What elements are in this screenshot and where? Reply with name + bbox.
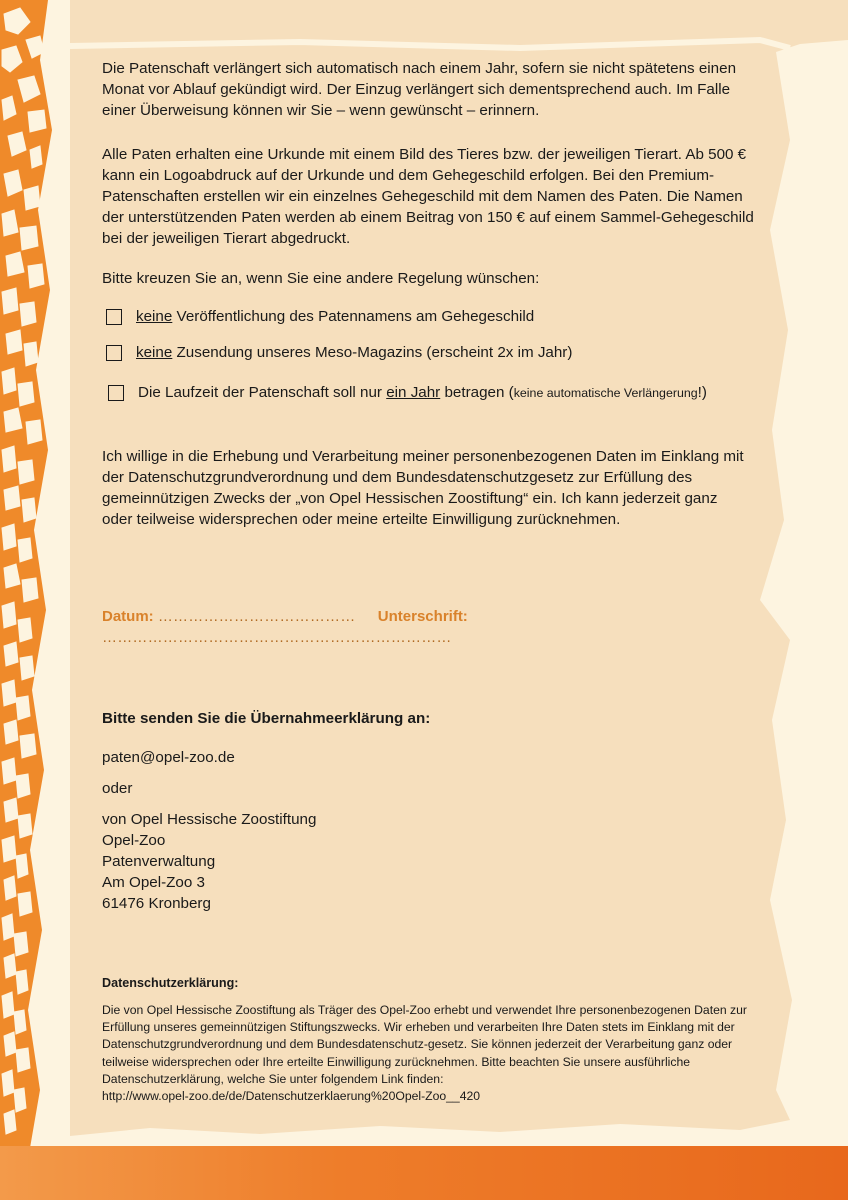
email-link[interactable]: paten@opel-zoo.de	[102, 749, 235, 766]
checkbox-icon[interactable]	[106, 345, 122, 361]
option-text: keine Zusendung unseres Meso-Magazins (erscheint 2x im Jahr)	[136, 344, 573, 361]
address-line: von Opel Hessische Zoostiftung	[102, 811, 317, 828]
renewal-paragraph: Die Patenschaft verlängert sich automatisch nach einem Jahr, sofern sie nicht spätetens einen Monat vor Ablauf gekündigt wird. Der Einzug verlängert sich dementsprechend auch. Im Falle einer Überweisung können wir Sie – wenn gewünscht – erinnern.	[102, 60, 737, 119]
checkbox-icon[interactable]	[106, 309, 122, 325]
address-line: Am Opel-Zoo 3	[102, 874, 205, 891]
signature-field[interactable]: ……………………………………………………………	[102, 629, 452, 646]
signature-label: Unterschrift:	[377, 608, 468, 625]
consent-paragraph: Ich willige in die Erhebung und Verarbeitung meiner personenbezogenen Daten im Einklang mit der Datenschutzgrundverordnung und dem Bundesdatenschutzgesetz zur Erfüllung des gemeinnützigen Zwecks der „von Opel Hessischen Zoostiftung“ ein. Ich kann jederzeit ganz oder teilweise widersprechen oder meine erteilte Einwilligung zurücknehmen.	[102, 448, 744, 528]
privacy-title: Datenschutzerklärung:	[102, 976, 239, 990]
giraffe-pattern-icon	[0, 0, 70, 1148]
address-line: Opel-Zoo	[102, 832, 166, 849]
date-label: Datum:	[102, 608, 154, 625]
address-line: Patenverwaltung	[102, 853, 216, 870]
address-line: 61476 Kronberg	[102, 895, 211, 912]
privacy-link[interactable]: http://www.opel-zoo.de/de/Datenschutzerklaerung%20Opel-Zoo__420	[102, 1089, 481, 1104]
privacy-body: Die von Opel Hessische Zoostiftung als Träger des Opel-Zoo erhebt und verwendet Ihre personenbezogenen Daten zur Erfüllung unseres gemeinnützigen Stiftungszwecks. Wir erheben und verarbeiten Ihre Daten stets im Einklang mit der Datenschutzgrundverordnung und dem Bundesdatenschutz-gesetz. Sie können jederzeit der Verarbeitung ganz oder teilweise widersprechen oder Ihre erteilte Einwilligung zurücknehmen. Bitte beachten Sie unsere ausführliche Datenschutzerklärung, welche Sie unter folgendem Link finden:	[102, 1003, 747, 1086]
option-one-year[interactable]	[108, 382, 748, 404]
postal-address	[102, 809, 316, 914]
footer-band	[0, 1146, 848, 1200]
option-no-magazine[interactable]	[106, 342, 746, 363]
privacy-text	[102, 1002, 750, 1105]
signature-row	[102, 606, 762, 648]
option-text: keine Veröffentlichung des Patennamens am Gehegeschild	[136, 308, 535, 325]
date-field[interactable]: …………………………………	[157, 608, 356, 625]
certificate-paragraph: Alle Paten erhalten eine Urkunde mit einem Bild des Tieres bzw. der jeweiligen Tierart. Ab 500 € kann ein Logoabdruck auf der Urkunde und dem Gehegeschild erfolgen. Bei den Premium-Patenschaften erstellen wir ein einzelnes Gehegeschild mit dem Namen des Paten. Die Namen der unterstützenden Paten werden ab einem Beitrag von 150 € auf einem Sammel-Gehegeschild bei der jeweiligen Tierart abgedruckt.	[102, 146, 754, 247]
checkbox-icon[interactable]	[108, 385, 124, 401]
option-text: Die Laufzeit der Patenschaft soll nur ein Jahr betragen (keine automatische Verlängerung!)	[138, 384, 707, 401]
send-title: Bitte senden Sie die Übernahmeerklärung an:	[102, 710, 431, 727]
choose-instruction: Bitte kreuzen Sie an, wenn Sie eine andere Regelung wünschen:	[102, 270, 540, 287]
option-no-publication[interactable]	[106, 306, 746, 327]
or-text: oder	[102, 780, 133, 797]
